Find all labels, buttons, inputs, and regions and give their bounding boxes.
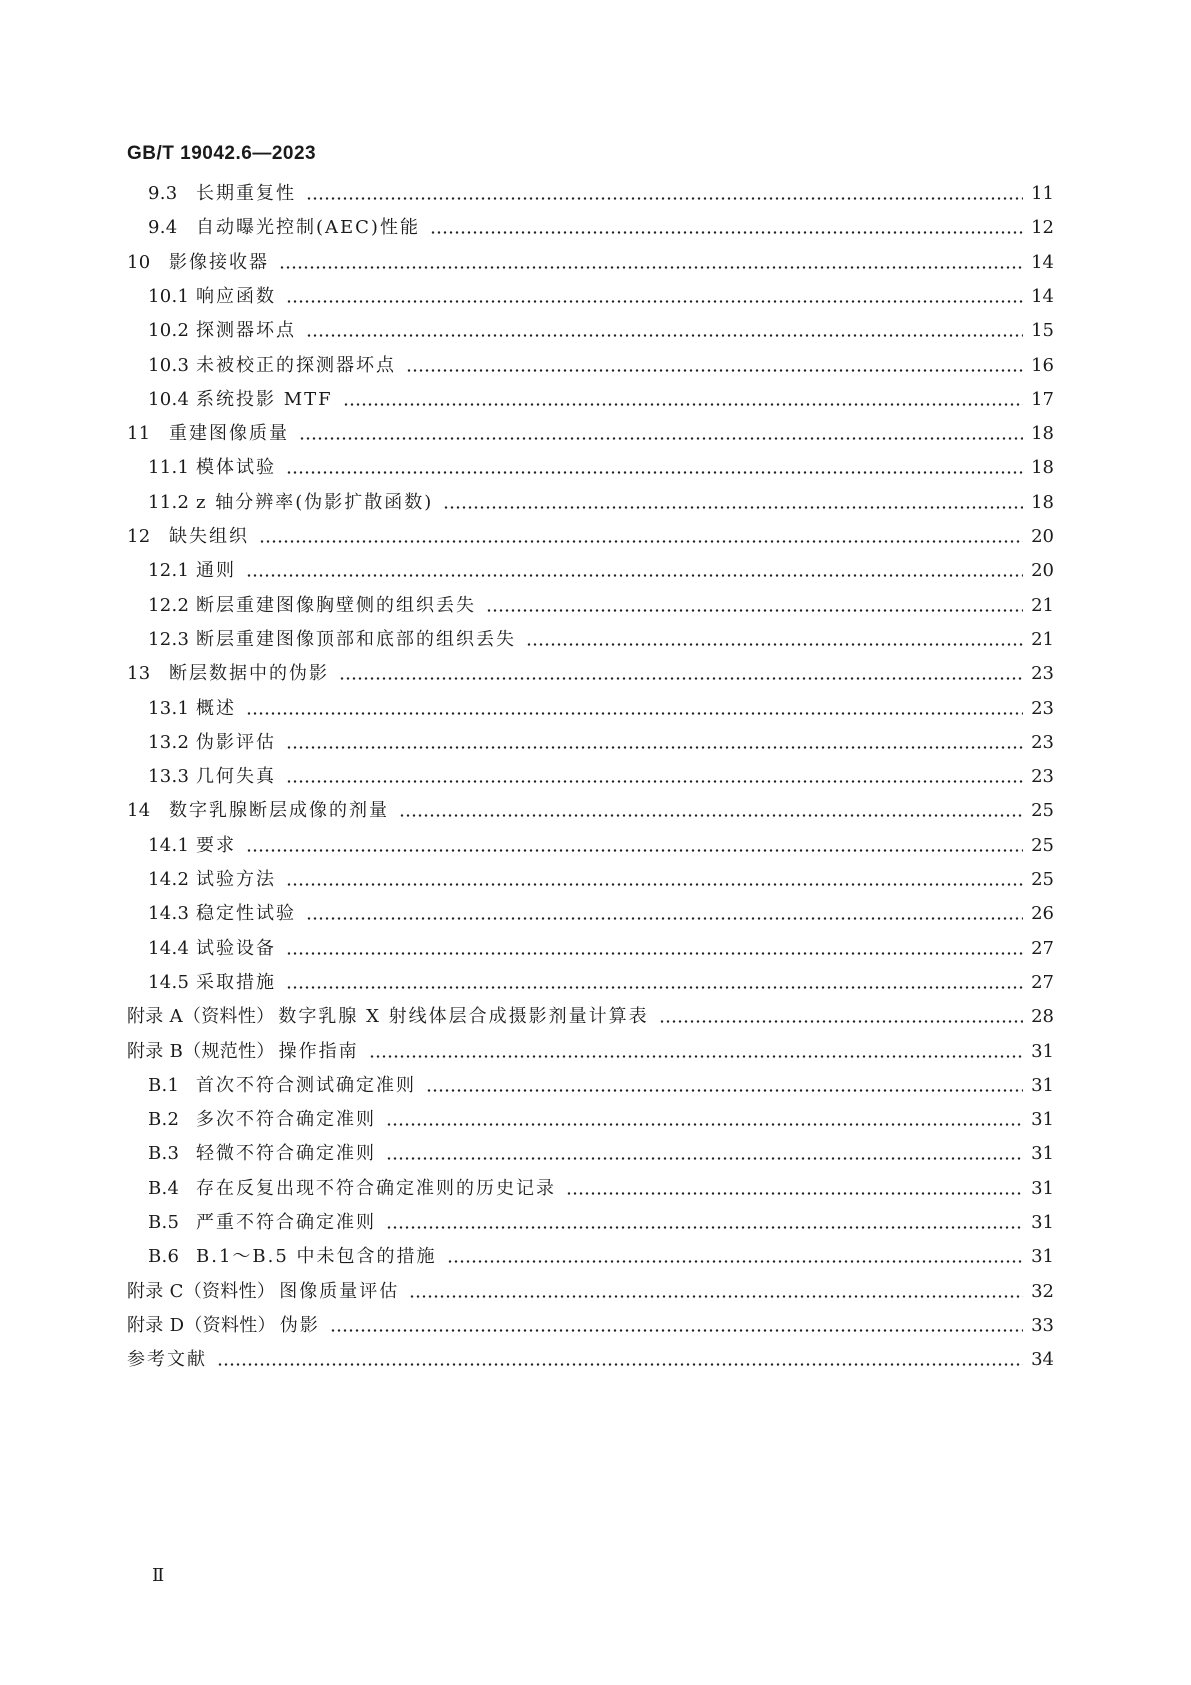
toc-entry[interactable] [127,453,1054,483]
toc-entry-title: 长期重复性 [196,183,296,204]
toc-entry-page: 12 [1031,217,1054,239]
toc-entry-title: 断层数据中的伪影 [169,663,329,685]
toc-entry-title: 稳定性试验 [196,903,296,925]
toc-entry-number: 附录 A（资料性） [127,1006,275,1028]
toc-entry-page: 28 [1031,1006,1054,1028]
toc-entry[interactable] [127,625,1054,655]
dot-leader [339,677,1023,680]
toc-entry-page: 27 [1031,971,1054,993]
dot-leader [659,1020,1023,1023]
toc-entry[interactable] [127,865,1054,895]
toc-entry-page: 25 [1031,834,1054,856]
toc-entry[interactable] [127,488,1054,518]
toc-entry[interactable] [127,213,1054,243]
toc-entry-title: 探测器坏点 [196,320,296,342]
toc-entry[interactable] [127,419,1054,449]
dot-leader [443,506,1023,509]
dot-leader [246,849,1023,852]
toc-entry-title: 自动曝光控制(AEC)性能 [196,217,420,239]
document-id: GB/T 19042.6—2023 [127,143,317,164]
toc-entry-page: 31 [1031,1109,1054,1131]
toc-entry[interactable] [127,591,1054,621]
toc-entry-page: 21 [1031,628,1054,650]
toc-entry-title: 缺失组织 [169,526,249,547]
toc-entry-number: B.4 [148,1177,180,1199]
dot-leader [386,1226,1023,1229]
toc-entry-number: 11.1 [148,457,190,479]
toc-entry-title: 未被校正的探测器坏点 [196,354,396,376]
toc-entry-number: 10.4 [148,388,190,410]
toc-entry-number: 12 [127,526,151,547]
dot-leader [430,231,1023,234]
toc-entry-page: 31 [1031,1177,1054,1199]
toc-entry-page: 21 [1031,594,1054,616]
toc-entry-page: 26 [1031,903,1054,925]
dot-leader [286,986,1023,989]
toc-entry[interactable] [127,282,1054,312]
toc-entry-number: 14.1 [148,834,190,856]
dot-leader [217,1363,1023,1366]
toc-entry-page: 23 [1031,663,1054,685]
toc-entry-title: 概述 [196,697,236,719]
toc-entry-title: 伪影 [279,1314,320,1336]
toc-entry-number: B.3 [148,1143,180,1165]
toc-entry[interactable] [127,1037,1054,1067]
toc-entry[interactable] [127,316,1054,346]
toc-entry[interactable] [127,1311,1054,1341]
toc-entry-number: B.2 [148,1109,180,1131]
toc-entry-number: 11.2 [148,491,190,513]
toc-entry-title: 断层重建图像顶部和底部的组织丢失 [196,628,516,650]
toc-entry-page: 25 [1031,869,1054,890]
toc-entry[interactable] [127,1002,1054,1032]
toc-entry[interactable] [127,728,1054,758]
toc-entry[interactable] [127,934,1054,964]
toc-entry-page: 31 [1031,1212,1054,1233]
dot-leader [447,1260,1024,1263]
dot-leader [406,369,1023,372]
toc-entry-page: 15 [1031,320,1054,342]
dot-leader [330,1329,1023,1332]
toc-entry[interactable] [127,831,1054,861]
toc-entry-page: 11 [1031,183,1054,204]
toc-entry-number: 11 [127,423,151,445]
toc-entry-title: 数字乳腺 X 射线体层合成摄影剂量计算表 [278,1006,649,1028]
toc-entry-title: 数字乳腺断层成像的剂量 [169,800,389,822]
toc-entry-title: 模体试验 [196,457,276,479]
toc-entry[interactable] [127,796,1054,826]
toc-entry[interactable] [127,556,1054,586]
toc-entry[interactable] [127,522,1054,552]
toc-entry-page: 14 [1031,251,1054,273]
toc-entry-title: 重建图像质量 [169,423,289,445]
toc-entry-number: 9.3 [148,183,178,204]
toc-entry-title: 伪影评估 [196,731,276,753]
toc-entry-number: 10.3 [148,354,190,376]
dot-leader [369,1055,1023,1058]
toc-entry-page: 18 [1031,457,1054,479]
toc-entry-number: 14.5 [148,971,190,993]
dot-leader [343,403,1023,406]
dot-leader [386,1123,1023,1126]
toc-entry-title: 参考文献 [127,1349,207,1371]
dot-leader [299,437,1023,440]
toc-entry[interactable] [127,694,1054,724]
dot-leader [286,780,1023,783]
dot-leader [286,746,1023,749]
toc-entry-number: 10.2 [148,320,190,342]
toc-entry-page: 31 [1031,1143,1054,1165]
toc-entry-number: 10.1 [148,285,190,307]
toc-entry-number: 14.3 [148,903,190,925]
toc-entry[interactable] [127,351,1054,381]
toc-entry-title: 多次不符合确定准则 [196,1109,376,1131]
toc-entry-title: 轻微不符合确定准则 [196,1143,376,1165]
toc-entry-page: 17 [1031,388,1054,410]
toc-entry-title: 严重不符合确定准则 [196,1212,376,1233]
toc-entry-number: 附录 B（规范性） [127,1040,275,1062]
toc-entry-number: 13.3 [148,766,190,788]
toc-entry-number: 14.2 [148,869,190,890]
toc-entry[interactable] [127,248,1054,278]
dot-leader [286,883,1023,886]
dot-leader [426,1089,1023,1092]
toc-entry-number: B.1 [148,1074,180,1096]
dot-leader [566,1192,1023,1195]
toc-entry[interactable] [127,1174,1054,1204]
toc-entry-number: 12.3 [148,628,190,650]
toc-entry-page: 34 [1031,1349,1054,1371]
toc-entry-number: 13.2 [148,731,190,753]
toc-entry[interactable] [127,1242,1054,1272]
dot-leader [259,540,1023,543]
toc-entry-number: 10 [127,251,151,273]
toc-entry-page: 27 [1031,937,1054,959]
toc-entry-page: 18 [1031,491,1054,513]
toc-entry[interactable] [127,1105,1054,1135]
toc-entry-page: 20 [1031,560,1054,582]
toc-entry-title: 图像质量评估 [279,1280,400,1302]
toc-entry-page: 23 [1031,697,1054,719]
toc-entry-title: 通则 [196,560,236,582]
dot-leader [246,712,1023,715]
dot-leader [306,197,1023,200]
dot-leader [279,266,1023,269]
toc-entry-page: 31 [1031,1074,1054,1096]
toc-entry-title: 采取措施 [196,971,276,993]
dot-leader [486,609,1023,612]
toc-entry[interactable] [127,899,1054,929]
toc-entry-number: 14.4 [148,937,190,959]
toc-entry-title: 断层重建图像胸壁侧的组织丢失 [196,594,476,616]
toc-entry-number: B.5 [148,1212,180,1233]
dot-leader [306,334,1023,337]
toc-entry-title: B.1～B.5 中未包含的措施 [196,1246,437,1268]
toc-entry-number: 附录 D（资料性） [127,1314,276,1336]
toc-entry-title: 几何失真 [196,766,276,788]
toc-entry[interactable] [127,659,1054,689]
toc-entry-title: 系统投影 MTF [196,388,333,410]
toc-entry-page: 23 [1031,766,1054,788]
toc-entry-number: 14 [127,800,151,822]
toc-entry-number: 9.4 [148,217,178,239]
dot-leader [286,300,1023,303]
toc-entry[interactable] [127,968,1054,998]
toc-entry-title: 操作指南 [278,1040,359,1062]
dot-leader [306,917,1023,920]
dot-leader [399,814,1023,817]
toc-entry-page: 16 [1031,354,1054,376]
toc-entry-page: 31 [1031,1246,1054,1268]
dot-leader [286,952,1023,955]
toc-entry-page: 32 [1031,1280,1054,1302]
toc-entry-title: 响应函数 [196,285,276,307]
toc-entry[interactable] [127,1208,1054,1238]
toc-entry-number: 13 [127,663,151,685]
toc-entry-page: 33 [1031,1314,1054,1336]
toc-entry[interactable] [127,179,1054,209]
toc-entry-number: 12.1 [148,560,190,582]
toc-entry-page: 20 [1031,526,1054,547]
toc-entry-number: B.6 [148,1246,180,1268]
page-number: Ⅱ [152,1565,165,1586]
dot-leader [246,574,1023,577]
toc-entry-title: 试验设备 [196,937,276,959]
toc-entry-page: 18 [1031,423,1054,445]
toc-entry-title: z 轴分辨率(伪影扩散函数) [196,491,434,513]
toc-entry-page: 25 [1031,800,1054,822]
toc-entry-page: 31 [1031,1040,1054,1062]
dot-leader [409,1295,1023,1298]
toc-entry[interactable] [127,762,1054,792]
dot-leader [386,1157,1023,1160]
dot-leader [286,471,1023,474]
toc-entry-title: 存在反复出现不符合确定准则的历史记录 [196,1177,556,1199]
toc-entry[interactable] [127,1139,1054,1169]
toc-entry-number: 13.1 [148,697,190,719]
toc-entry-number: 附录 C（资料性） [127,1280,276,1302]
dot-leader [526,643,1023,646]
toc-entry-title: 试验方法 [196,869,276,890]
toc-entry-title: 要求 [196,834,236,856]
toc-entry[interactable] [127,385,1054,415]
toc-entry-page: 23 [1031,731,1054,753]
toc-entry-title: 首次不符合测试确定准则 [196,1074,416,1096]
toc-entry-title: 影像接收器 [169,251,269,273]
toc-entry[interactable] [127,1277,1054,1307]
toc-entry[interactable] [127,1345,1054,1375]
toc-entry-number: 12.2 [148,594,190,616]
toc-entry-page: 14 [1031,285,1054,307]
toc-entry[interactable] [127,1071,1054,1101]
